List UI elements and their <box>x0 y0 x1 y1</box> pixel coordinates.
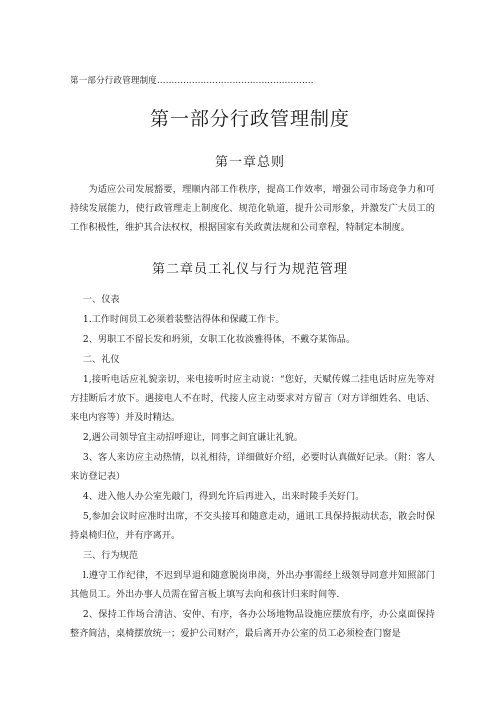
paragraph: l.遵守工作纪律，不迟到早退和随意脱岗串岗，外出办事需经上级领导同意并知照部门其他员工。外出办事人员需在留言板上填写去向和孩计归来时间等. <box>70 570 435 600</box>
paragraph: 4、进入他人办公室先敲门，得到允许后再进入，出来时陵手关好门。 <box>82 491 365 502</box>
chapter-1-title: 第一章总则 <box>214 155 285 170</box>
paragraph: 1.工作时间员工必须着装整洁得体和保藏工作卡。 <box>82 314 285 325</box>
paragraph: 2,遇公司领导宜主动招呼迎让，同事之间宜谦让礼貌。 <box>82 432 303 443</box>
paragraph: 2、保持工作场合清洁、安仲、有序，各办公场地物品设施应摆放有序，办公桌面保持整齐简洁，桌椅摆放统一；爱护公司财产，最后离开办公室的员工必须检查门窗是 <box>70 609 435 639</box>
paragraph: 2、男职工不留长发和坍须，女职工化妆淡雅得体，不戴夺某饰品。 <box>82 334 356 345</box>
toc-entry[interactable]: 第一部分行政管理制度...................................................... <box>70 76 314 86</box>
chapter-2-title: 第二章员工礼仪与行为规范管理 <box>151 262 348 277</box>
section-heading-conduct: 三、行为规范 <box>82 550 138 561</box>
paragraph: 3、客人来访应主动热情，以礼相待，详细做好介绍，必要时认真做好记录。（附：客人来访登记表） <box>70 452 435 482</box>
paragraph: 5,参加会议时应准时出席，不交头接耳和随意走动，通讯工具保持振动状态，散会时保持桌椅归位，并有序离开。 <box>70 511 435 541</box>
paragraph: 1,接听电话应礼貌亲切，来电接听时应主动说：“您好，天赋传媒二挂电话时应先等对方挂断后才放下。遇接电人不在时，代接人应主动要求对方留言（对方详细姓名、电话、来电内容等）并及时精达。 <box>70 374 435 423</box>
chapter-1-paragraph: 为适应公司发展豁要，理顺内部工作秩序，提高工作效率，增强公司市场竞争力和可持续发展能力，使行政管理走上制度化、规范化轨道，提升公司形象，并激发广大员工的工作积极性，维护其合法权权，根据国家有关政黄法规和公司章程，特制定本制度。 <box>70 184 435 233</box>
section-heading-etiquette: 二、礼仪 <box>82 354 120 365</box>
chapter-2-body <box>70 290 435 644</box>
section-heading-appearance: 一、仪表 <box>82 294 120 305</box>
part-title: 第一部分行政管理制度 <box>149 108 350 130</box>
